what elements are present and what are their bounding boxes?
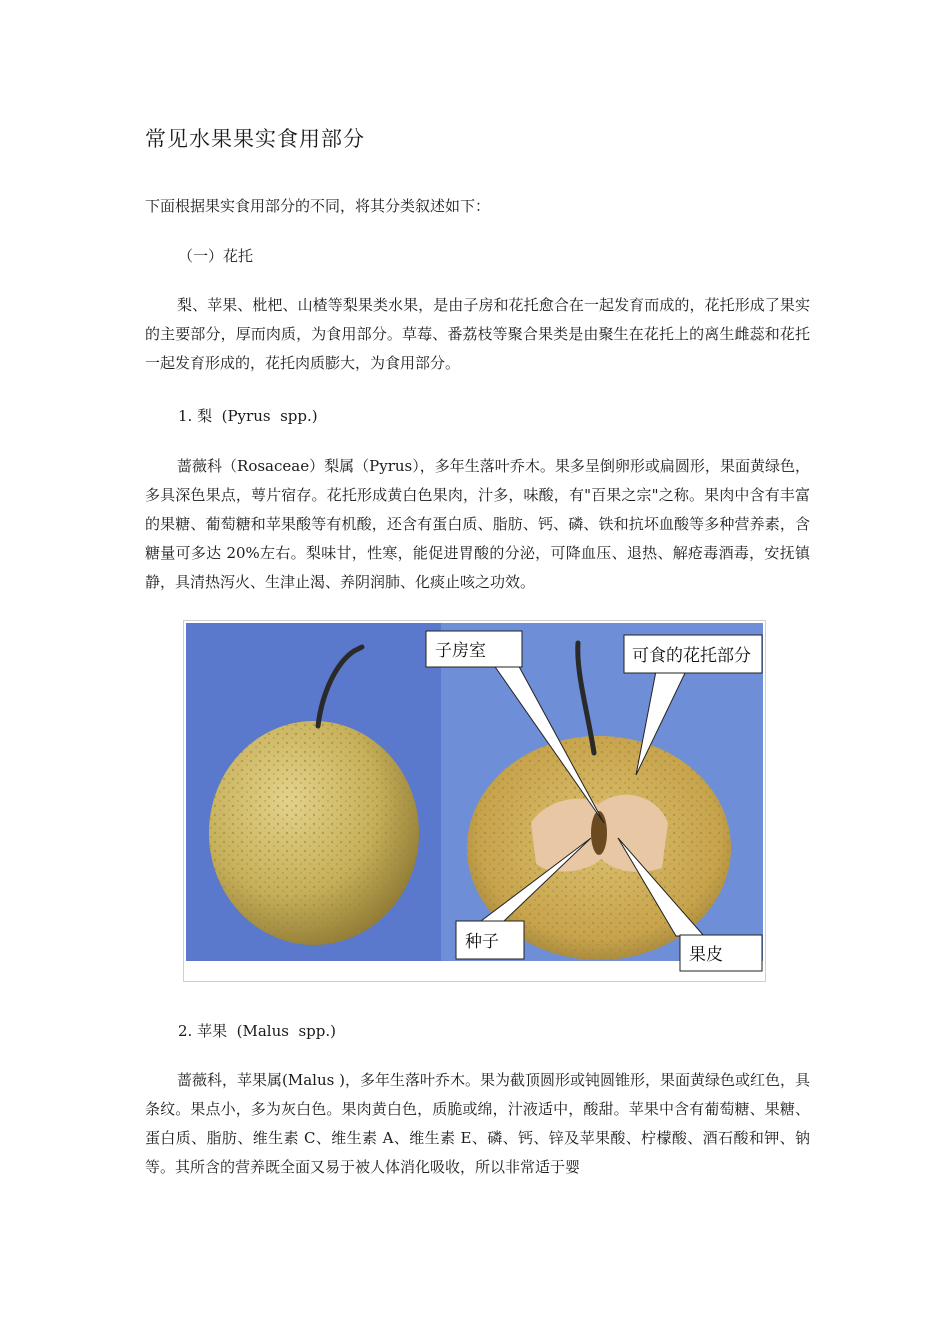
callout-receptacle-label: 可食的花托部分 <box>632 646 751 666</box>
intro-paragraph: 下面根据果实食用部分的不同，将其分类叙述如下： <box>145 197 491 215</box>
pear-paragraph: 蔷薇科（Rosaceae）梨属（Pyrus），多年生落叶乔木。果多呈倒卵形或扁圆形，果面黄绿色，多具深色果点，萼片宿存。花托形成黄白色果肉，汁多，味酸，有"百果之宗"之称。果肉中含有丰富的果糖、葡萄糖和苹果酸等有机酸，还含有蛋白质、脂肪、钙、磷、铁和抗坏血酸等多种营养素，含糖量可多达 20%左右。梨味甘，性寒，能促进胃酸的分泌，可降血压、退热、解疮毒酒毒，安抚镇静，具清热泻火、生津止渴、养阴润肺、化痰止咳之功效。 <box>145 457 810 591</box>
item-heading-apple: 2. 苹果 (Malus spp.) <box>178 1022 336 1040</box>
pear-illustration <box>186 623 763 979</box>
apple-paragraph: 蔷薇科，苹果属(Malus )，多年生落叶乔木。果为截顶圆形或钝圆锥形，果面黄绿色或红色，具条纹。果点小，多为灰白色。果肉黄白色，质脆或绵，汁液适中，酸甜。苹果中含有葡萄糖、果糖、蛋白质、脂肪、维生素 C、维生素 A、维生素 E、磷、钙、锌及苹果酸、柠檬酸、酒石酸和钾、钠等。其所含的营养既全面又易于被人体消化吸收，所以非常适于婴 <box>145 1071 810 1176</box>
page-title: 常见水果果实食用部分 <box>145 127 365 151</box>
section-heading-receptacle: （一）花托 <box>178 247 254 265</box>
item-heading-pear: 1. 梨 (Pyrus spp.) <box>178 407 318 425</box>
callout-peel-label: 果皮 <box>689 945 723 965</box>
pear-figure <box>183 620 766 982</box>
section-receptacle-paragraph: 梨、苹果、枇杷、山楂等梨果类水果，是由子房和花托愈合在一起发育而成的，花托形成了果实的主要部分，厚而肉质，为食用部分。草莓、番荔枝等聚合果类是由聚生在花托上的离生雌蕊和花托一起发育形成的，花托肉质膨大，为食用部分。 <box>145 296 810 372</box>
callout-ovary-label: 子房室 <box>435 641 486 661</box>
callout-seed-label: 种子 <box>465 932 499 952</box>
